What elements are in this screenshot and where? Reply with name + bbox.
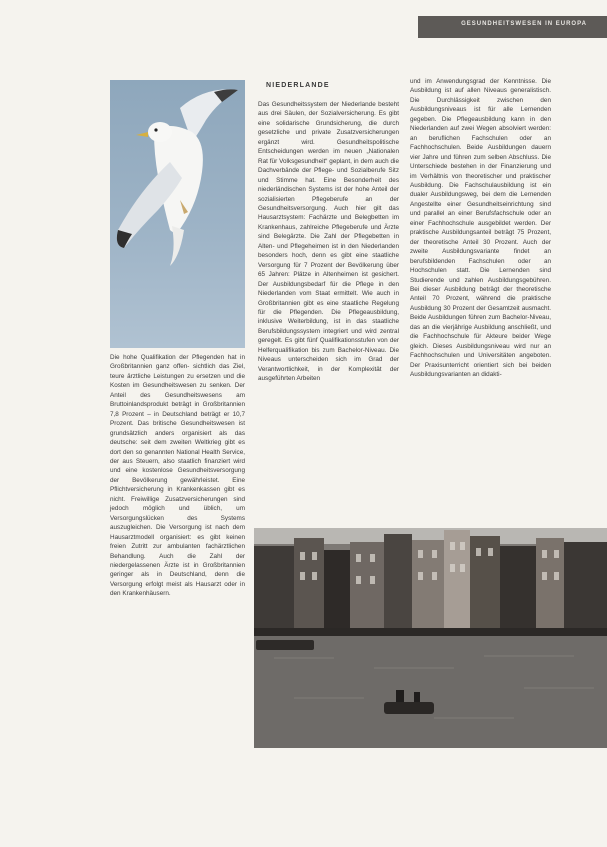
text-column-right [410, 77, 551, 380]
canal-scene [254, 528, 607, 748]
running-header-bar [418, 16, 607, 38]
section-title: NIEDERLANDE [266, 82, 330, 89]
seagull-illustration [110, 80, 245, 348]
running-header-title: GESUNDHEITSWESEN IN EUROPA [461, 21, 587, 27]
paragraph-left: Die hohe Qualifikation der Pflegenden hat in Großbritannien ganz offen- sichtlich das Ziel, teure ärztliche Leistungen zu ersetzen und die Kosten im Gesundheitswesen zu senken. Der Anteil des Gesundheitswesens am Bruttoinlandsprodukt beträgt in Großbritannien 7,8 Prozent – in Deutschland beträgt er 10,7 Prozent. Das britische Gesundheitswesen ist grundsätzlich anders organisiert als das deutsche: seit dem zweiten Weltkrieg gibt es dort den so genannten National Health Service, der aus Steuern, also staatlich finanziert wird und eine kostenlose Gesundheitsversorgung der Bevölkerung gewährleistet. Eine Pflichtversicherung in Krankenkassen gibt es nicht. Freiwillige Zusatzversicherungen sind jedoch möglich und üblich, um Versorgungslücken des Systems auszugleichen. Die Versorgung ist nach dem Hausarztmodell organisiert: es gibt keinen freien Zutritt zur ambulanten fachärztlichen Behandlung. Auch die Zahl der niedergelassenen Ärzte ist in Großbritannien geringer als in Deutschland, denn die Versorgung erfolgt meist als Hausarzt oder in den Krankenhäusern. [110, 354, 245, 598]
text-column-middle [258, 100, 399, 384]
seagull-photo [110, 80, 245, 348]
paragraph-right: und im Anwendungsgrad der Kenntnisse. Die Ausbildung ist auf allen Niveaus generalistisch. Die Durchlässigkeit zwischen den Ausbildungsniveaus ist für alle Lernenden gegeben. Die Pflegeausbildung kann in den Niederlanden auf zwei Wegen absolviert werden: an beruflichen Fachschulen oder an Fachhochschulen. Beide Ausbildungen dauern vier Jahre und führen zum selben Abschluss. Die Unterschiede bestehen in der Finanzierung und im Verhältnis von theoretischer und praktischer Ausbildung. Die Fachschulausbildung ist ein dualer Ausbildungsweg, bei dem die Lernenden Angestellte einer Gesundheitseinrichtung sind und parallel an einer Berufsfachschule oder an einer Fachhochschule ausgebildet werden. Der praktische Ausbildungsanteil beträgt 75 Prozent, der theoretische Anteil 30 Prozent. Auch der zweite Ausbildungsvariante findet an berufsbildenden Fachschulen oder an Hochschulen statt. Die Lernenden sind Studierende und zahlen Ausbildungsgebühren. Bei dieser Ausbildung beträgt der theoretische Anteil 70 Prozent, während die praktische Ausbildung 30 Prozent der Gesamtzeit ausmacht. Beide Ausbildungen führen zum Bachelor-Niveau, das an die vierjährige Ausbildung anschließt, und die Fachhochschule für Akteure beider Wege gleich. Dieses Ausbildungsniveau wird nur an Fachhochschulen und Universitäten angeboten. Der Praxisunterricht orientiert sich bei beiden Ausbildungsvarianten an didakti- [410, 78, 551, 379]
amsterdam-canal-photo [254, 528, 607, 748]
paragraph-middle: Das Gesundheitssystem der Niederlande besteht aus drei Säulen, der Sozialversicherung. Es gibt eine solidarische Grundsicherung, die durch gesetzliche und private Zusatzversicherungen ergänzt wird. Gesundheitspolitische Entscheidungen werden im neuen „Nationalen Rat für Volksgesundheit“ geplant, in dem auch die Dachverbände der Pflege- und Sozialberufe Sitz und Stimme hat. Eine Besonderheit des niederländischen Systems ist der hohe Anteil der sozialisierten Pflegeberufe an der Gesundheitsversorgung. Auch hier gilt das Hausarztsystem: Fachärzte und Belegbetten im Krankenhaus, zahlreiche Pflegeberufe und Ärzte sind Belegärzte. Die Zahl der Pflegebetten in Alten- und Pflegeheimen ist in den Niederlanden besonders hoch, denn es gibt eine staatliche Versorgung für 7 Prozent der Bevölkerung über 65 Jahren: Plätze in Altenheimen ist gesichert. Der Ausbildungsbedarf für die Pflege in den Niederlanden vom Staat ermittelt. Wie auch in Großbritannien gibt es eine staatliche Regelung für die Pflegenden. Die Pflegeausbildung, inklusive Weiterbildung, ist in das staatliche Berufsbildungssystem integriert und wird zentral geregelt. Es gibt fünf Qualifikationsstufen von der Helferqualifikation bis zum Bachelor-Niveau. Die Niveaus unterscheiden sich im Grad der Verantwortlichkeit, in der Komplexität der ausgeführten Arbeiten [258, 101, 399, 383]
text-column-left [110, 353, 245, 599]
